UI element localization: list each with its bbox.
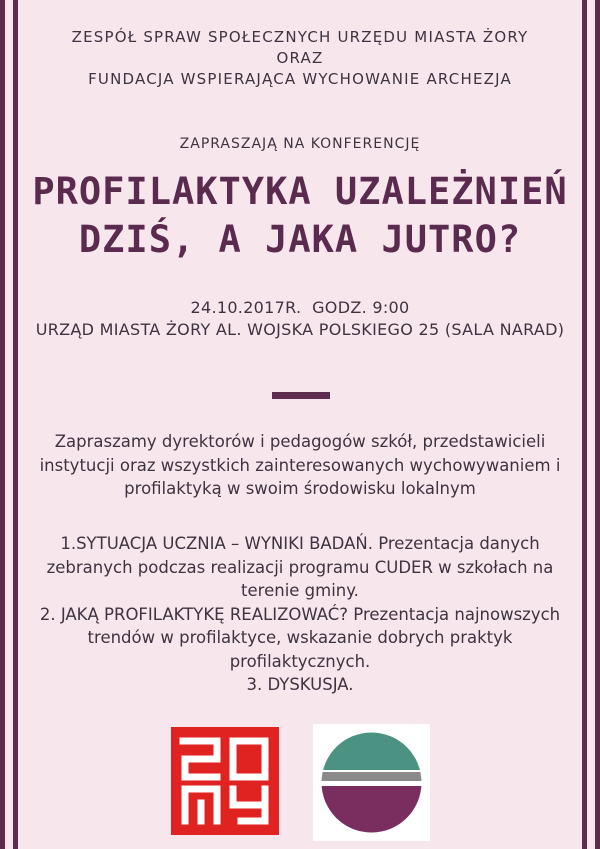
event-location: URZĄD MIASTA ŻORY AL. WOJSKA POLSKIEGO 25 (SALA NARAD) — [35, 320, 565, 339]
organizer-conjunction: ORAZ — [276, 49, 324, 67]
right-border-inner — [582, 0, 587, 849]
archezja-logo-icon — [313, 724, 430, 841]
agenda-item-3: 3. DYSKUSJA. — [246, 675, 354, 694]
organizer-line-1: ZESPÓŁ SPRAW SPOŁECZNYCH URZĘDU MIASTA ŻORY — [71, 28, 529, 46]
conference-title-line-2: DZIŚ, A JAKA JUTRO? — [78, 218, 522, 261]
organizer-line-2: FUNDACJA WSPIERAJĄCA WYCHOWANIE ARCHEZJA — [88, 70, 512, 88]
conference-title-line-1: PROFILAKTYKA UZALEŻNIEŃ — [32, 170, 568, 213]
zory-logo-icon — [171, 727, 279, 835]
intro-paragraph: Zapraszamy dyrektorów i pedagogów szkół, przedstawicieli instytucji oraz wszystkich zainteresowanych wychowywaniem i profilaktyką w swoim środowisku lokalnym — [39, 432, 561, 498]
event-datetime: 24.10.2017R. GODZ. 9:00 — [190, 298, 410, 317]
left-border-inner — [13, 0, 18, 849]
agenda — [30, 532, 570, 697]
left-border-outer — [0, 0, 5, 849]
section-divider — [272, 392, 330, 399]
invite-text: ZAPRASZAJĄ NA KONFERENCJĘ — [179, 136, 421, 152]
agenda-item-1: 1.SYTUACJA UCZNIA – WYNIKI BADAŃ. Prezentacja danych zebranych podczas realizacji programu CUDER w szkołach na terenie gminy. — [46, 534, 554, 600]
agenda-item-2: 2. JAKĄ PROFILAKTYKĘ REALIZOWAĆ? Prezentacja najnowszych trendów w profilaktyce, wskazanie dobrych praktyk profilaktycznych. — [39, 604, 561, 671]
right-border-outer — [595, 0, 600, 849]
